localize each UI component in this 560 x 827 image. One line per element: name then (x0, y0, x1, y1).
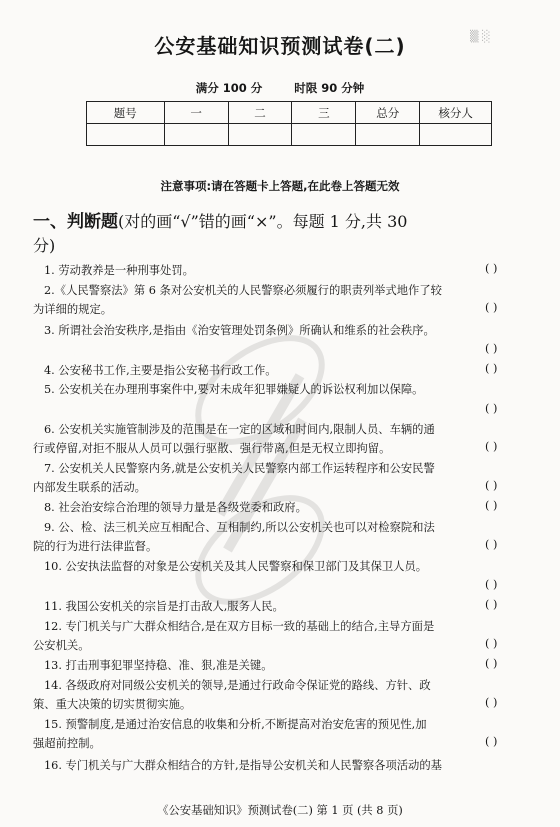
score-blank-cell[interactable] (164, 124, 228, 146)
question-2: 2.《人民警察法》第 6 条对公安机关的人民警察必须履行的职责列举式地作了较 (44, 284, 442, 297)
question-7-cont: 内部发生联系的活动。 (33, 481, 146, 494)
score-header-cell: 二 (228, 102, 292, 124)
score-header-cell: 三 (292, 102, 356, 124)
score-blank-cell[interactable] (87, 124, 165, 146)
question-10: 10. 公安执法监督的对象是公安机关及其人民警察和保卫部门及其保卫人员。 (44, 560, 428, 573)
score-header-cell: 总分 (356, 102, 420, 124)
question-4: 4. 公安秘书工作,主要是指公安秘书行政工作。 (44, 364, 277, 377)
score-header-cell: 一 (164, 102, 228, 124)
question-14: 14. 各级政府对同级公安机关的领导,是通过行政命令保证党的路线、方针、政 (44, 679, 431, 692)
section-heading (33, 210, 533, 258)
score-header-cell: 核分人 (420, 102, 492, 124)
answer-bracket[interactable]: ( ) (485, 262, 498, 275)
section-instruction-cont: 分) (33, 236, 56, 255)
question-1: 1. 劳动教养是一种刑事处罚。 (44, 264, 194, 277)
question-6-cont: 行或停留,对拒不服从人员可以强行驱散、强行带离,但是无权立即拘留。 (33, 442, 391, 455)
question-2-cont: 为详细的规定。 (33, 303, 113, 316)
answer-bracket[interactable]: ( ) (485, 538, 498, 551)
answer-bracket[interactable]: ( ) (485, 657, 498, 670)
bleed-through-marks: ▒ ░ (470, 30, 491, 43)
score-blank-cell[interactable] (356, 124, 420, 146)
score-blank-cell[interactable] (420, 124, 492, 146)
score-table-header-row (87, 102, 492, 124)
score-blank-cell[interactable] (292, 124, 356, 146)
score-blank-cell[interactable] (228, 124, 292, 146)
section-title: 一、判断题 (33, 212, 118, 232)
score-header-cell: 题号 (87, 102, 165, 124)
question-12-cont: 公安机关。 (33, 639, 90, 652)
answer-bracket[interactable]: ( ) (485, 735, 498, 748)
question-8: 8. 社会治安综合治理的领导力量是各级党委和政府。 (44, 501, 307, 514)
question-16: 16. 专门机关与广大群众相结合的方针,是指导公安机关和人民警察各项活动的基 (44, 759, 442, 772)
exam-meta (0, 80, 560, 96)
answer-bracket[interactable]: ( ) (485, 598, 498, 611)
score-table-blank-row (87, 124, 492, 146)
question-12: 12. 专门机关与广大群众相结合,是在双方目标一致的基础上的结合,主导方面是 (44, 620, 435, 633)
question-14-cont: 策、重大决策的切实贯彻实施。 (33, 698, 192, 711)
answer-bracket[interactable]: ( ) (485, 440, 498, 453)
answer-bracket[interactable]: ( ) (485, 696, 498, 709)
section-instruction: (对的画“√”错的画“×”。每题 1 分,共 30 (118, 212, 408, 231)
page-footer: 《公安基础知识》预测试卷(二) 第 1 页 (共 8 页) (157, 804, 403, 817)
question-9-cont: 院的行为进行法律监督。 (33, 540, 158, 553)
score-table (86, 101, 492, 146)
time-limit: 时限 90 分钟 (294, 81, 365, 95)
question-11: 11. 我国公安机关的宗旨是打击敌人,服务人民。 (44, 600, 284, 613)
answer-bracket[interactable]: ( ) (485, 637, 498, 650)
question-15: 15. 预警制度,是通过治安信息的收集和分析,不断提高对治安危害的预见性,加 (44, 718, 427, 731)
page-title: 公安基础知识预测试卷(二) (154, 34, 406, 58)
question-9: 9. 公、检、法三机关应互相配合、互相制约,所以公安机关也可以对检察院和法 (44, 521, 435, 534)
answer-bracket[interactable]: ( ) (485, 479, 498, 492)
full-score: 满分 100 分 (195, 81, 263, 95)
answer-bracket[interactable]: ( ) (485, 362, 498, 375)
notice: 注意事项:请在答题卡上答题,在此卷上答题无效 (160, 179, 400, 193)
question-7: 7. 公安机关人民警察内务,就是公安机关人民警察内部工作运转程序和公安民警 (44, 462, 435, 475)
answer-bracket[interactable]: ( ) (485, 499, 498, 512)
answer-bracket[interactable]: ( ) (485, 578, 498, 591)
question-3: 3. 所谓社会治安秩序,是指由《治安管理处罚条例》所确认和维系的社会秩序。 (44, 324, 435, 337)
answer-bracket[interactable]: ( ) (485, 342, 498, 355)
question-6: 6. 公安机关实施管制涉及的范围是在一定的区域和时间内,限制人员、车辆的通 (44, 423, 435, 436)
question-13: 13. 打击刑事犯罪坚持稳、准、狠,准是关键。 (44, 659, 273, 672)
question-5: 5. 公安机关在办理刑事案件中,要对未成年犯罪嫌疑人的诉讼权利加以保障。 (44, 383, 424, 396)
answer-bracket[interactable]: ( ) (485, 301, 498, 314)
question-15-cont: 强超前控制。 (33, 737, 101, 750)
answer-bracket[interactable]: ( ) (485, 402, 498, 415)
